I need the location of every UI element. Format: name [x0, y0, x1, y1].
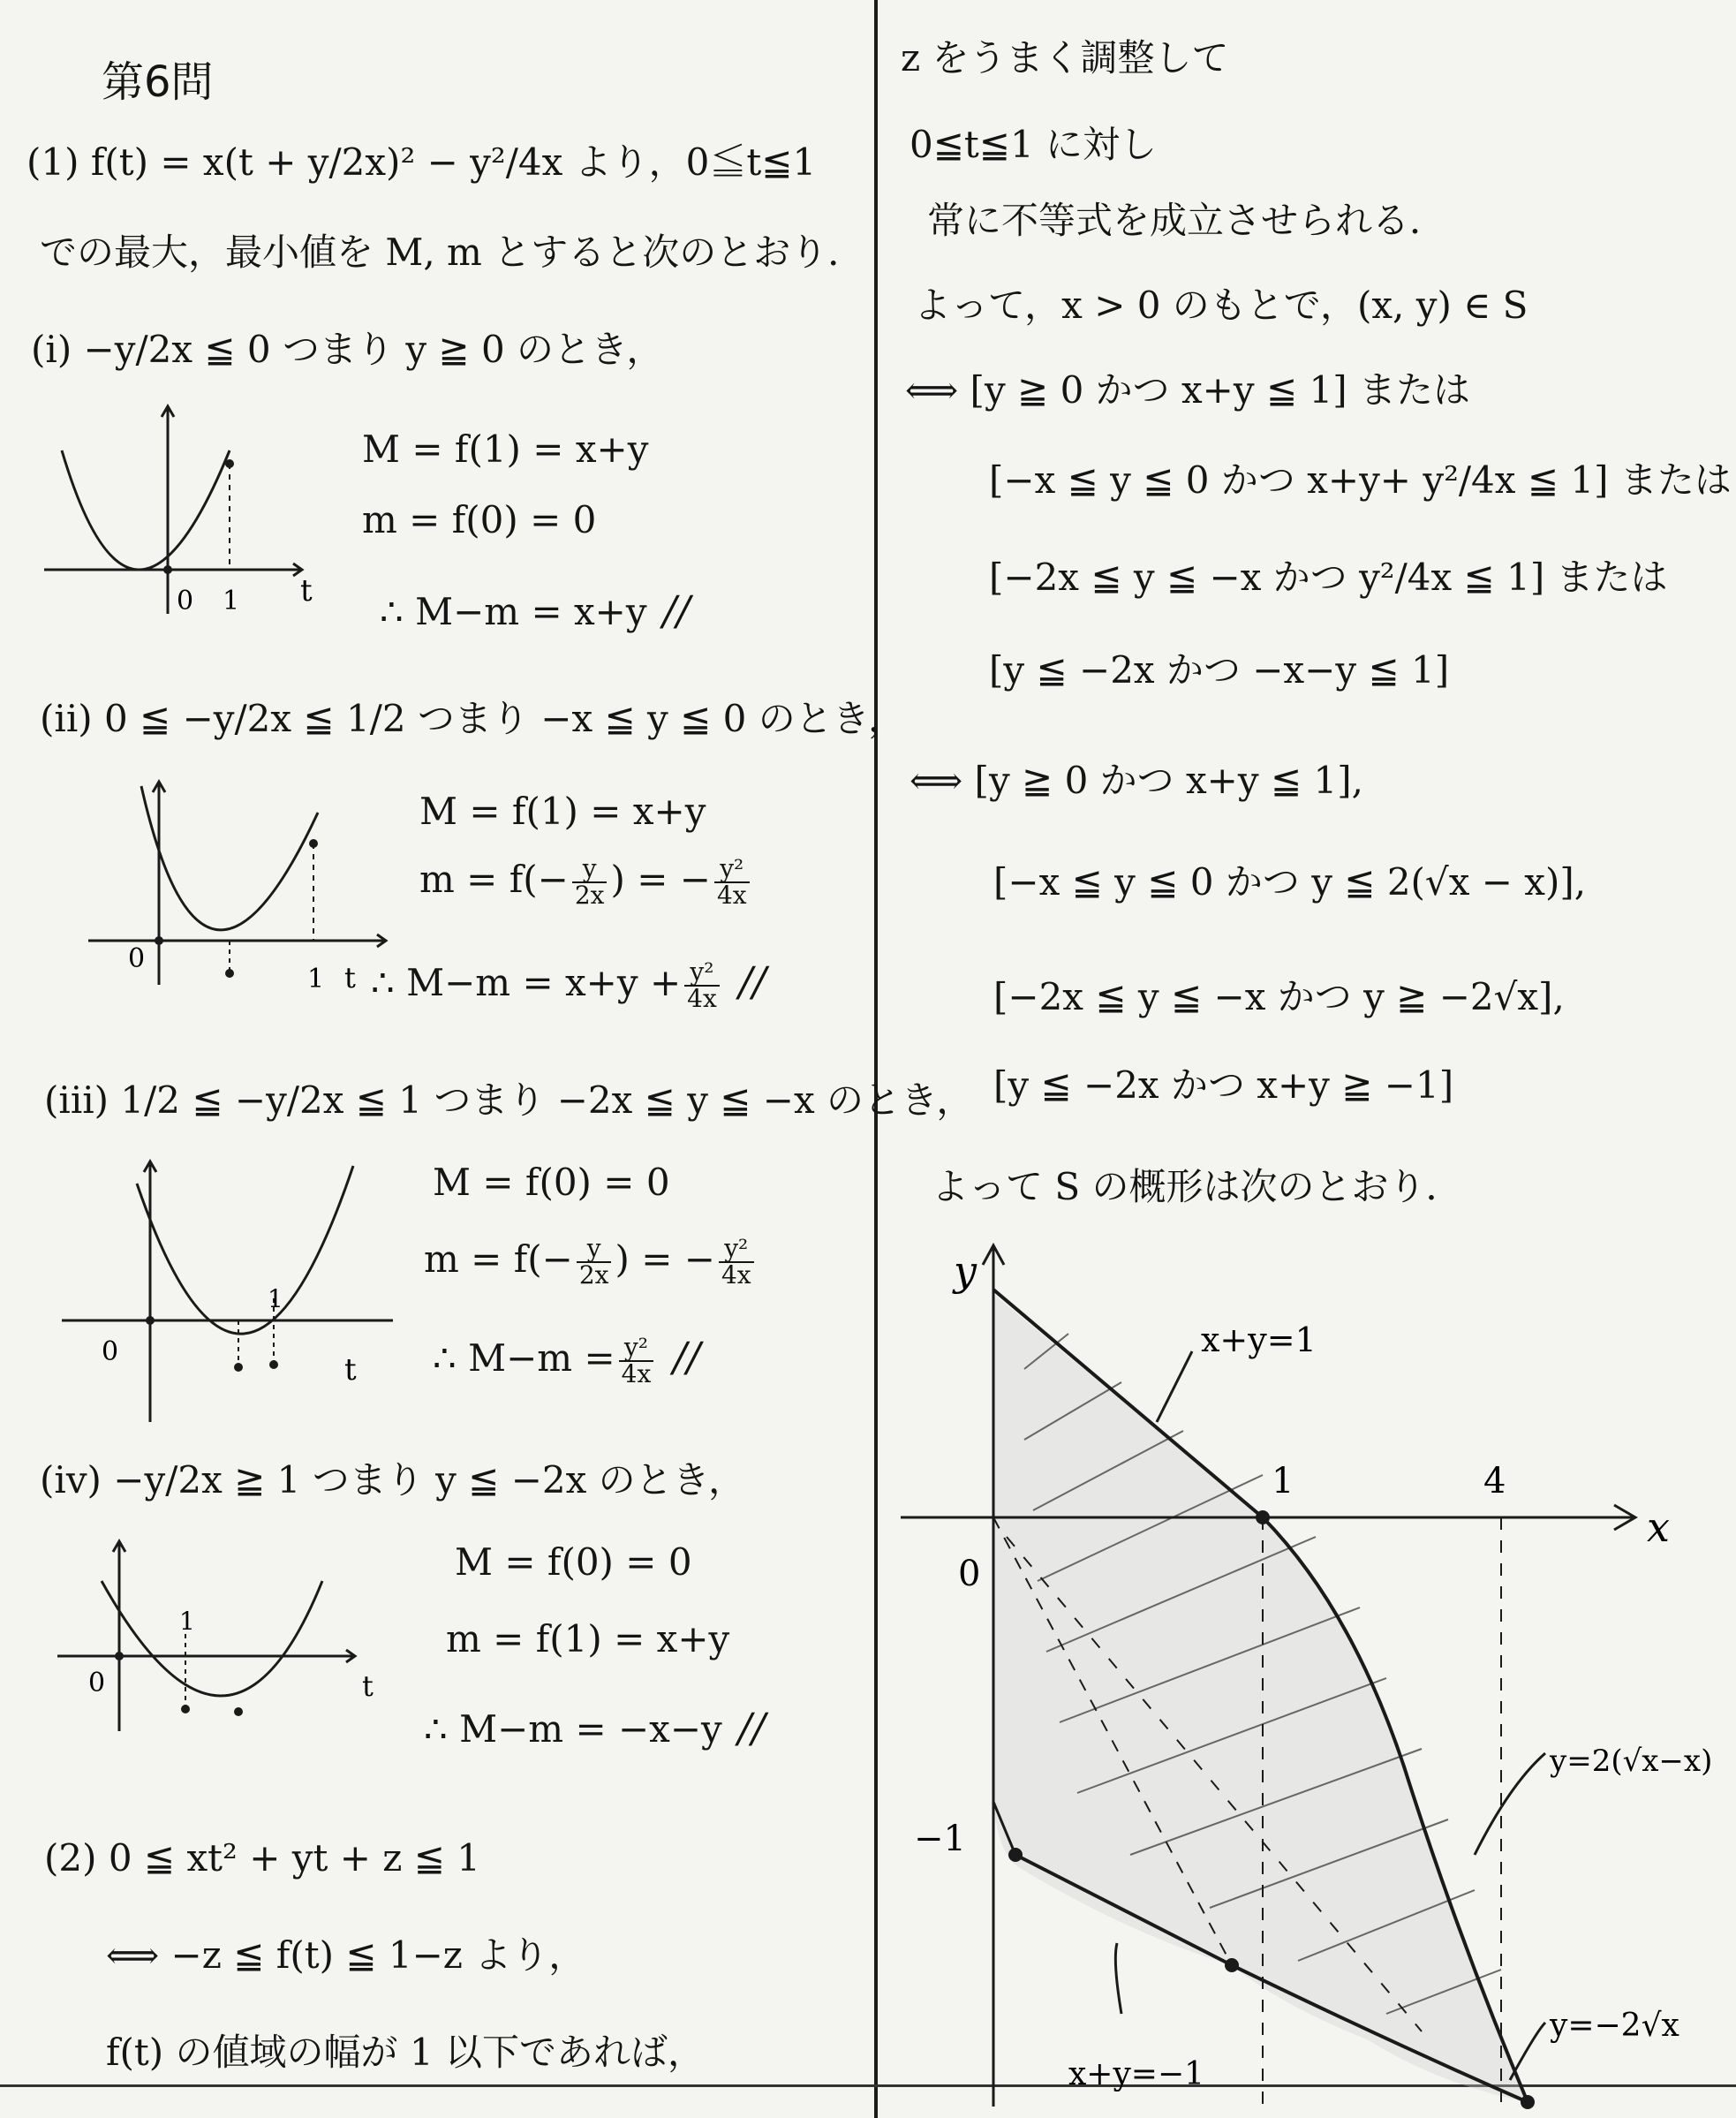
case4-max: M = f(0) = 0 [455, 1540, 692, 1584]
part1-line1: (1) f(t) = x(t + y/2x)² − y²/4x より，0≦t≦1 [26, 140, 817, 184]
case4-parabola-graph [53, 1528, 374, 1740]
zero-label: 0 [88, 1668, 106, 1698]
case2-heading: (ii) 0 ≦ −y/2x ≦ 1/2 つまり −x ≦ y ≦ 0 のとき， [40, 697, 906, 740]
zero-label: 0 [102, 1336, 119, 1367]
region-s-graph [892, 1237, 1722, 2111]
parabola-curve [137, 1166, 353, 1334]
case3-min: m = f(− $\frac{y}{2x}$ ) = − $\frac{\text{y²}}{4x}$ [424, 1237, 758, 1288]
point-f1 [181, 1705, 190, 1713]
case3-max: M = f(0) = 0 [433, 1161, 670, 1204]
condition-4: [y ≦ −2x かつ −x−y ≦ 1] [989, 648, 1450, 692]
vertex-point [234, 1363, 243, 1372]
vertex-point [225, 969, 234, 978]
equivalent-4: [y ≦ −2x かつ x+y ≧ −1] [993, 1063, 1454, 1107]
point-f0 [155, 936, 163, 945]
point-f1 [309, 839, 318, 848]
label-line-x-plus-y-eq-1: x+y=1 [1201, 1320, 1317, 1359]
case2-difference: ∴ M−m = x+y + $\frac{\text{y²}}{4x}$ // [371, 957, 766, 1013]
case4-min: m = f(1) = x+y [446, 1617, 730, 1660]
problem-title: 第6問 [102, 57, 214, 107]
equivalent-1: ⟺ [y ≧ 0 かつ x+y ≦ 1], [910, 759, 1363, 802]
parabola-curve [102, 1581, 322, 1696]
label-line-x-plus-y-eq-minus-1: x+y=−1 [1068, 2056, 1205, 2092]
case2-max: M = f(1) = x+y [419, 790, 706, 833]
y-axis-label: y [954, 1247, 977, 1295]
t-label: t [344, 1352, 357, 1388]
right-line2: 0≦t≦1 に対し [910, 123, 1158, 166]
condition-1: ⟺ [y ≧ 0 かつ x+y ≦ 1] または [905, 368, 1470, 412]
case1-max: M = f(1) = x+y [362, 427, 649, 471]
case1-difference: ∴ M−m = x+y // [380, 586, 691, 634]
case3-heading: (iii) 1/2 ≦ −y/2x ≦ 1 つまり −2x ≦ y ≦ −x のとき， [44, 1078, 974, 1122]
right-line1: z をうまく調整して [901, 36, 1229, 79]
point-f1 [225, 459, 234, 468]
leader-line-bottom [1115, 1943, 1121, 2014]
point-f1 [269, 1360, 278, 1369]
one-label: 1 [223, 586, 240, 616]
origin-label: 0 [958, 1554, 981, 1594]
column-divider [874, 0, 878, 2118]
label-curve-minus-2-sqrtx: y=−2√x [1550, 2008, 1679, 2044]
point-f0 [163, 565, 172, 574]
t-label: t [300, 573, 313, 609]
conclusion-line: よって S の概形は次のとおり． [932, 1165, 1463, 1208]
x-axis-label: x [1647, 1503, 1670, 1551]
case1-parabola-graph [35, 397, 336, 618]
point-0-minus-1 [1008, 1848, 1023, 1862]
part2-line3: f(t) の値域の幅が 1 以下であれば， [106, 2031, 705, 2074]
case2-parabola-graph [79, 768, 397, 995]
leader-line-bottom-right [1510, 2023, 1545, 2080]
label-curve-2-sqrtx-minus-x: y=2(√x−x) [1550, 1744, 1713, 1779]
part2-line2: ⟺ −z ≦ f(t) ≦ 1−z より， [106, 1933, 586, 1977]
point-1-0 [1256, 1510, 1270, 1524]
one-label: 1 [268, 1284, 283, 1313]
condition-2: [−x ≦ y ≦ 0 かつ x+y+ y²/4x ≦ 1] または [989, 458, 1732, 502]
one-label: 1 [307, 964, 325, 995]
vertex-point [234, 1707, 243, 1716]
point-4-minus-4 [1521, 2095, 1535, 2109]
leader-line-right [1475, 1753, 1545, 1855]
t-label: t [344, 961, 356, 995]
equivalent-2: [−x ≦ y ≦ 0 かつ y ≦ 2(√x − x)], [993, 860, 1587, 904]
case3-difference: ∴ M−m = $\frac{\text{y²}}{4x}$ // [433, 1333, 701, 1388]
case1-min: m = f(0) = 0 [362, 498, 597, 541]
case2-min: m = f(− $\frac{y}{2x}$ ) = − $\frac{\text{y²}}{4x}$ [419, 857, 753, 908]
t-label: t [362, 1669, 374, 1703]
one-label: 1 [179, 1607, 195, 1636]
case1-heading: (i) −y/2x ≦ 0 つまり y ≧ 0 のとき， [31, 328, 664, 371]
part1-line2: での最大，最小値を M, m とすると次のとおり． [40, 231, 865, 274]
part2-line1: (2) 0 ≦ xt² + yt + z ≦ 1 [44, 1836, 480, 1880]
zero-label: 0 [128, 943, 146, 974]
case4-heading: (iv) −y/2x ≧ 1 つまり y ≦ −2x のとき， [40, 1458, 745, 1502]
zero-label: 0 [177, 586, 194, 616]
right-line4: よって，x > 0 のもとで，(x, y) ∈ S [914, 284, 1528, 327]
condition-3: [−2x ≦ y ≦ −x かつ y²/4x ≦ 1] または [989, 556, 1668, 599]
point-f0 [115, 1652, 124, 1660]
leader-line-top [1157, 1351, 1192, 1422]
tick-label-minus-1: −1 [914, 1819, 966, 1859]
point-intersection-lower [1225, 1958, 1239, 1972]
case4-difference: ∴ M−m = −x−y // [424, 1704, 766, 1751]
parabola-curve [62, 450, 230, 570]
right-line3: 常に不等式を成立させられる． [927, 199, 1447, 242]
parabola-curve [141, 786, 318, 930]
point-f0 [146, 1316, 155, 1325]
tick-label-1: 1 [1272, 1461, 1294, 1502]
tick-label-4: 4 [1483, 1461, 1506, 1502]
equivalent-3: [−2x ≦ y ≦ −x かつ y ≧ −2√x], [993, 975, 1565, 1018]
case3-parabola-graph [53, 1148, 406, 1431]
